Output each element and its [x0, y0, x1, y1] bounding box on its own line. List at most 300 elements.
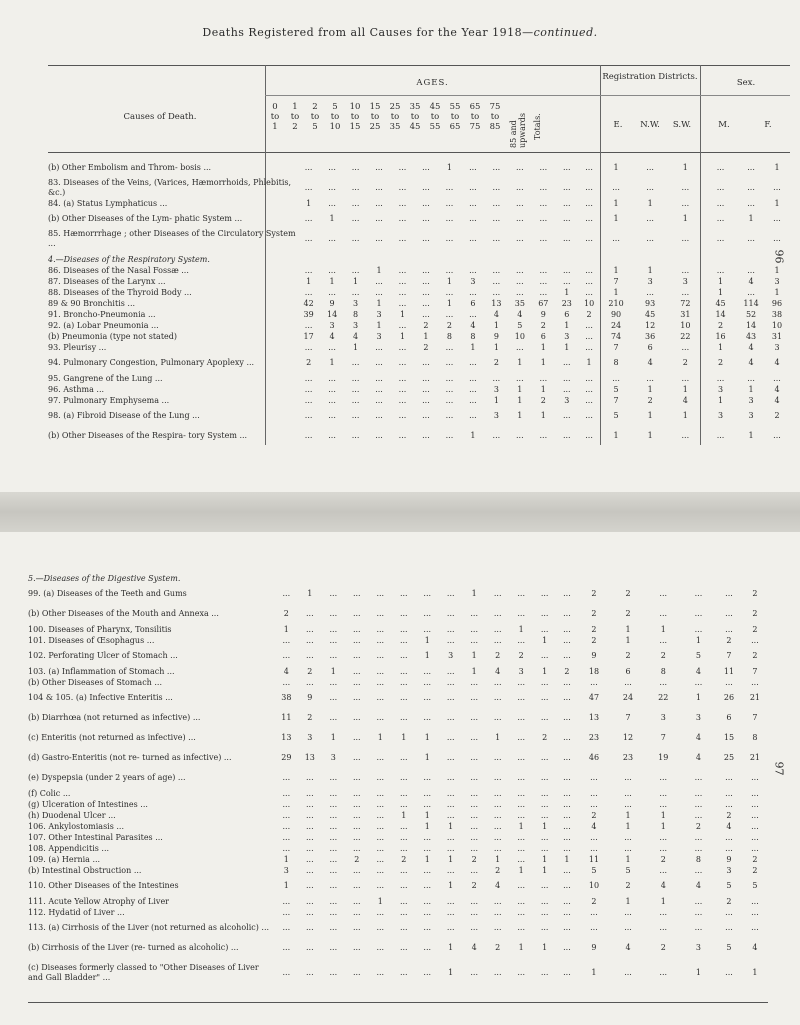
table-cell: 2: [647, 395, 653, 405]
table-cell: ...: [493, 677, 502, 687]
table-cell: ...: [328, 384, 336, 394]
table-cell: ...: [681, 234, 690, 243]
table-cell: 2: [625, 881, 631, 890]
table-cell: ...: [445, 373, 454, 383]
table-row: [28, 832, 768, 843]
table-cell: 38: [771, 309, 783, 319]
table-cell: 23: [622, 753, 634, 762]
table-cell: ...: [446, 843, 455, 853]
table-cell: 2: [695, 821, 701, 831]
top-page: [0, 0, 800, 492]
table-cell: ...: [470, 773, 479, 782]
page-title: [0, 26, 800, 39]
table-cell: ...: [493, 799, 502, 809]
table-cell: ...: [563, 843, 571, 853]
table-cell: ...: [563, 651, 571, 660]
table-cell: 1: [424, 854, 430, 864]
table-cell: 2: [591, 589, 597, 598]
table-cell: 96: [771, 298, 783, 308]
table-cell: ...: [540, 799, 549, 809]
table-cell: ...: [306, 896, 314, 906]
cause-label: 87. Diseases of the Larynx ...: [48, 276, 166, 286]
table-cell: ...: [422, 309, 430, 319]
cause-label: 98. (a) Fibroid Disease of the Lung ...: [48, 411, 200, 420]
table-cell: ...: [540, 907, 549, 917]
table-cell: 52: [745, 309, 757, 319]
table-cell: ...: [423, 788, 432, 798]
table-cell: 1: [330, 666, 336, 676]
cause-label: (c) Enteritis (not returned as infective) ...: [28, 733, 196, 742]
table-cell: 3: [660, 713, 666, 722]
table-cell: 1: [446, 276, 452, 286]
table-row: [48, 287, 790, 298]
table-cell: ...: [352, 693, 361, 702]
table-cell: ...: [694, 810, 703, 820]
table-cell: ...: [399, 753, 408, 762]
cause-label: (b) Other Diseases of Stomach ...: [28, 677, 162, 687]
table-cell: 31: [771, 331, 783, 341]
table-cell: 3: [493, 384, 499, 394]
table-cell: 1: [448, 943, 454, 952]
table-cell: 4: [353, 331, 359, 341]
table-cell: ...: [304, 214, 313, 223]
table-cell: ...: [352, 733, 361, 742]
table-cell: 43: [745, 331, 757, 341]
table-cell: 12: [622, 733, 634, 742]
cause-label: 100. Diseases of Pharynx, Tonsilitis: [28, 624, 172, 634]
table-cell: ...: [516, 276, 524, 286]
table-cell: ...: [470, 624, 479, 634]
table-cell: 23: [588, 733, 600, 742]
table-cell: ...: [751, 773, 759, 782]
table-row: [28, 843, 768, 854]
table-cell: ...: [516, 214, 524, 223]
table-cell: 5: [726, 881, 732, 890]
table-row: [48, 426, 790, 446]
table-cell: ...: [659, 609, 668, 618]
table-cell: ...: [563, 943, 571, 952]
table-cell: 1: [493, 342, 499, 352]
table-cell: ...: [624, 832, 632, 842]
table-cell: ...: [329, 788, 338, 798]
table-cell: 3: [564, 395, 570, 405]
table-cell: ...: [612, 373, 620, 383]
table-cell: ...: [282, 651, 291, 660]
table-cell: 6: [726, 713, 732, 722]
table-cell: ...: [773, 214, 781, 223]
table-cell: ...: [517, 788, 525, 798]
table-cell: 2: [752, 624, 758, 634]
table-cell: ...: [306, 821, 314, 831]
table-cell: 1: [424, 821, 430, 831]
table-cell: ...: [376, 810, 385, 820]
table-cell: ...: [516, 287, 524, 297]
table-cell: ...: [725, 799, 733, 809]
table-cell: ...: [329, 799, 338, 809]
table-cell: ...: [328, 287, 336, 297]
table-cell: ...: [517, 693, 525, 702]
table-cell: ...: [517, 896, 525, 906]
table-cell: 2: [423, 342, 429, 352]
table-cell: 2: [471, 854, 477, 864]
cause-label: 106. Ankylostomiasis ...: [28, 821, 125, 831]
table-cell: ...: [493, 788, 502, 798]
table-cell: ...: [329, 907, 338, 917]
table-cell: ...: [694, 609, 703, 618]
table-cell: ...: [624, 907, 632, 917]
table-cell: 1: [493, 320, 499, 330]
table-cell: 1: [613, 265, 619, 275]
table-cell: ...: [376, 854, 385, 864]
table-cell: ...: [562, 276, 571, 286]
table-cell: ...: [375, 214, 383, 223]
table-cell: ...: [470, 799, 479, 809]
page-number: 96: [772, 249, 786, 264]
table-cell: ...: [304, 234, 313, 243]
table-cell: 2: [752, 651, 758, 660]
table-cell: 13: [588, 713, 600, 722]
table-row: [48, 395, 790, 406]
table-cell: ...: [304, 395, 313, 405]
table-cell: ...: [352, 651, 361, 660]
table-cell: ...: [351, 198, 360, 208]
table-cell: 1: [377, 733, 383, 742]
table-cell: ...: [470, 896, 479, 906]
table-cell: ...: [517, 854, 525, 864]
table-cell: ...: [351, 431, 360, 440]
table-cell: ...: [329, 651, 338, 660]
table-cell: ...: [445, 384, 454, 394]
table-cell: ...: [329, 881, 338, 890]
table-cell: 1: [682, 214, 688, 223]
table-cell: ...: [493, 693, 502, 702]
title-main: Deaths Registered from all Causes for the Year 1918: [202, 26, 523, 39]
table-cell: 2: [446, 320, 452, 330]
cause-label: (b) Intestinal Obstruction ...: [28, 865, 142, 875]
table-cell: ...: [328, 265, 336, 275]
table-cell: 2: [564, 666, 570, 676]
table-cell: ...: [716, 373, 725, 383]
upwards-header: 85 and upwards: [509, 113, 527, 148]
table-cell: ...: [539, 198, 548, 208]
table-cell: 5: [591, 865, 597, 875]
table-cell: ...: [422, 265, 430, 275]
table-cell: ...: [446, 923, 455, 932]
table-cell: ...: [352, 666, 361, 676]
table-cell: 1: [376, 265, 382, 275]
table-cell: 24: [622, 693, 634, 702]
table-cell: 8: [470, 331, 476, 341]
table-cell: ...: [376, 821, 385, 831]
table-cell: ...: [399, 821, 408, 831]
table-cell: ...: [493, 821, 502, 831]
table-cell: 1: [424, 733, 430, 742]
bottom-page: [0, 532, 800, 1025]
table-cell: ...: [540, 896, 549, 906]
table-cell: ...: [306, 810, 314, 820]
table-cell: 2: [660, 854, 666, 864]
table-row: [28, 907, 768, 918]
table-cell: 3: [307, 733, 313, 742]
table-cell: 3: [718, 384, 724, 394]
table-cell: ...: [751, 799, 759, 809]
table-cell: 21: [749, 753, 761, 762]
table-cell: 1: [540, 384, 546, 394]
table-cell: ...: [423, 881, 432, 890]
table-cell: ...: [585, 342, 593, 352]
table-cell: 8: [353, 309, 359, 319]
table-cell: ...: [352, 896, 361, 906]
table-cell: 24: [610, 320, 622, 330]
table-cell: ...: [329, 865, 338, 875]
table-cell: ...: [516, 234, 524, 243]
table-cell: ...: [399, 651, 408, 660]
table-cell: 4: [471, 943, 477, 952]
table-cell: ...: [470, 843, 479, 853]
table-cell: 1: [647, 384, 653, 394]
table-cell: ...: [694, 843, 703, 853]
district-header: S.W.: [672, 120, 692, 130]
table-cell: 14: [715, 309, 726, 319]
table-cell: ...: [282, 635, 291, 645]
table-cell: 1: [774, 163, 780, 172]
table-cell: ...: [470, 788, 479, 798]
table-cell: 46: [588, 753, 600, 762]
table-cell: ...: [540, 773, 549, 782]
table-cell: ...: [493, 635, 502, 645]
table-cell: ...: [445, 198, 454, 208]
table-cell: 1: [774, 287, 780, 297]
table-row: [28, 688, 768, 708]
table-cell: ...: [329, 854, 338, 864]
table-cell: ...: [517, 733, 525, 742]
table-cell: 19: [658, 753, 669, 762]
table-cell: ...: [585, 384, 593, 394]
table-row: [28, 604, 768, 624]
table-cell: ...: [351, 395, 360, 405]
table-cell: ...: [375, 234, 383, 243]
table-cell: ...: [585, 395, 593, 405]
table-cell: ...: [306, 677, 314, 687]
table-cell: 12: [645, 320, 656, 330]
age-column-header: 75 to 85: [489, 102, 501, 132]
table-cell: 1: [682, 384, 688, 394]
table-cell: ...: [694, 788, 703, 798]
sex-column-header: M.: [718, 120, 730, 130]
table-cell: ...: [694, 589, 703, 598]
table-cell: ...: [517, 713, 525, 722]
table-cell: ...: [352, 677, 361, 687]
table-cell: 1: [542, 854, 548, 864]
table-cell: ...: [540, 832, 549, 842]
table-cell: ...: [306, 843, 314, 853]
cause-label: 83. Diseases of the Veins, (Varices, Hæmorrhoids, Phlebitis, &c.): [48, 178, 292, 197]
table-cell: ...: [329, 773, 338, 782]
table-cell: ...: [470, 677, 479, 687]
table-cell: 9: [493, 331, 499, 341]
table-cell: ...: [585, 276, 593, 286]
cause-label: 85. Hæmorrrhage ; other Diseases of the Circulatory System ...: [48, 229, 296, 248]
table-cell: ...: [493, 713, 502, 722]
page-gutter: [0, 492, 800, 532]
table-cell: ...: [659, 843, 668, 853]
table-cell: ...: [446, 810, 455, 820]
table-cell: ...: [446, 896, 455, 906]
age-column-header: 65 to 75: [469, 102, 481, 132]
table-cell: ...: [351, 214, 360, 223]
table-cell: ...: [445, 431, 454, 440]
table-cell: ...: [624, 968, 632, 977]
table-cell: ...: [352, 773, 361, 782]
table-cell: ...: [517, 881, 525, 890]
table-cell: ...: [590, 923, 598, 932]
table-cell: ...: [469, 309, 477, 319]
table-cell: ...: [422, 234, 430, 243]
table-cell: 2: [726, 896, 732, 906]
table-cell: ...: [590, 788, 598, 798]
table-cell: 1: [591, 968, 597, 977]
table-cell: ...: [306, 624, 314, 634]
table-cell: ...: [469, 265, 477, 275]
table-cell: ...: [563, 773, 571, 782]
table-cell: ...: [492, 198, 501, 208]
causes-header: Causes of Death.: [123, 112, 197, 122]
table-cell: ...: [539, 234, 548, 243]
table-cell: ...: [585, 214, 593, 223]
table-cell: 7: [726, 651, 732, 660]
table-cell: 5: [613, 411, 619, 420]
table-row: [48, 198, 790, 209]
table-cell: ...: [423, 799, 432, 809]
table-cell: 1: [517, 395, 523, 405]
cause-label: 84. (a) Status Lymphaticus ...: [48, 198, 168, 208]
table-cell: ...: [398, 411, 407, 420]
table-cell: 22: [658, 693, 669, 702]
table-cell: ...: [304, 342, 313, 352]
table-cell: ...: [492, 234, 501, 243]
table-cell: 5: [726, 943, 732, 952]
table-cell: ...: [351, 234, 360, 243]
table-cell: ...: [469, 183, 477, 192]
table-cell: ...: [493, 896, 502, 906]
table-cell: ...: [562, 163, 571, 172]
table-row: [28, 677, 768, 688]
table-cell: 1: [540, 342, 546, 352]
table-cell: 7: [660, 733, 666, 742]
table-cell: ...: [445, 358, 454, 367]
table-cell: ...: [659, 589, 668, 598]
table-cell: ...: [423, 923, 432, 932]
table-cell: ...: [306, 832, 314, 842]
table-cell: ...: [747, 163, 755, 172]
table-cell: ...: [624, 773, 632, 782]
table-cell: 22: [680, 331, 691, 341]
table-cell: 2: [591, 609, 597, 618]
table-cell: 2: [752, 865, 758, 875]
table-cell: 1: [774, 198, 780, 208]
cause-label: (b) Other Embolism and Throm- bosis ...: [48, 163, 212, 172]
table-cell: ...: [725, 788, 733, 798]
table-cell: ...: [328, 395, 336, 405]
table-cell: ...: [376, 624, 385, 634]
table-cell: ...: [351, 183, 360, 192]
table-cell: ...: [446, 865, 455, 875]
table-cell: ...: [422, 287, 430, 297]
table-cell: 1: [306, 198, 312, 208]
table-cell: ...: [469, 358, 477, 367]
table-cell: 2: [625, 651, 631, 660]
table-cell: ...: [725, 624, 733, 634]
table-cell: ...: [351, 411, 360, 420]
table-cell: ...: [563, 635, 571, 645]
table-row: [28, 748, 768, 768]
table-cell: ...: [659, 865, 668, 875]
table-cell: 1: [518, 821, 524, 831]
table-cell: ...: [646, 163, 654, 172]
table-cell: ...: [376, 843, 385, 853]
cause-label: 97. Pulmonary Emphysema ...: [48, 395, 170, 405]
table-cell: ...: [562, 198, 571, 208]
table-cell: 2: [625, 589, 631, 598]
table-cell: ...: [517, 773, 525, 782]
table-cell: 4: [660, 881, 666, 890]
table-cell: 4: [752, 943, 758, 952]
table-cell: 9: [329, 298, 335, 308]
table-cell: 1: [540, 358, 546, 367]
age-column-header: 55 to 65: [449, 102, 461, 132]
table-cell: ...: [446, 666, 455, 676]
table-cell: ...: [624, 677, 632, 687]
table-cell: ...: [516, 183, 524, 192]
table-cell: 1: [399, 309, 406, 319]
cause-label: 99. (a) Diseases of the Teeth and Gums: [28, 589, 187, 598]
table-cell: ...: [751, 923, 759, 932]
table-cell: ...: [563, 810, 571, 820]
table-cell: 1: [625, 854, 631, 864]
table-cell: 1: [307, 589, 313, 598]
table-cell: ...: [469, 287, 477, 297]
table-cell: ...: [563, 923, 571, 932]
table-cell: ...: [562, 358, 571, 367]
table-cell: 1: [399, 331, 406, 341]
table-cell: ...: [681, 287, 690, 297]
table-cell: ...: [540, 609, 549, 618]
table-cell: ...: [751, 896, 759, 906]
cause-label: 110. Other Diseases of the Intestines: [28, 881, 179, 890]
table-cell: ...: [470, 693, 479, 702]
table-cell: ...: [694, 624, 703, 634]
table-cell: ...: [398, 358, 407, 367]
table-cell: ...: [517, 923, 525, 932]
table-cell: ...: [747, 183, 755, 192]
table-cell: ...: [563, 753, 571, 762]
table-cell: 25: [723, 753, 735, 762]
table-cell: ...: [398, 395, 407, 405]
table-cell: ...: [540, 693, 549, 702]
cause-label: 108. Appendicitis ...: [28, 843, 110, 853]
sex-header: Sex.: [736, 78, 756, 88]
table-cell: ...: [423, 693, 432, 702]
table-cell: 1: [625, 624, 631, 634]
table-cell: ...: [492, 276, 501, 286]
table-cell: 2: [660, 943, 666, 952]
table-cell: 4: [774, 395, 780, 405]
table-cell: ...: [540, 810, 549, 820]
table-cell: 1: [448, 968, 454, 977]
table-cell: 9: [540, 309, 546, 319]
table-cell: ...: [539, 265, 548, 275]
table-row: [28, 768, 768, 788]
